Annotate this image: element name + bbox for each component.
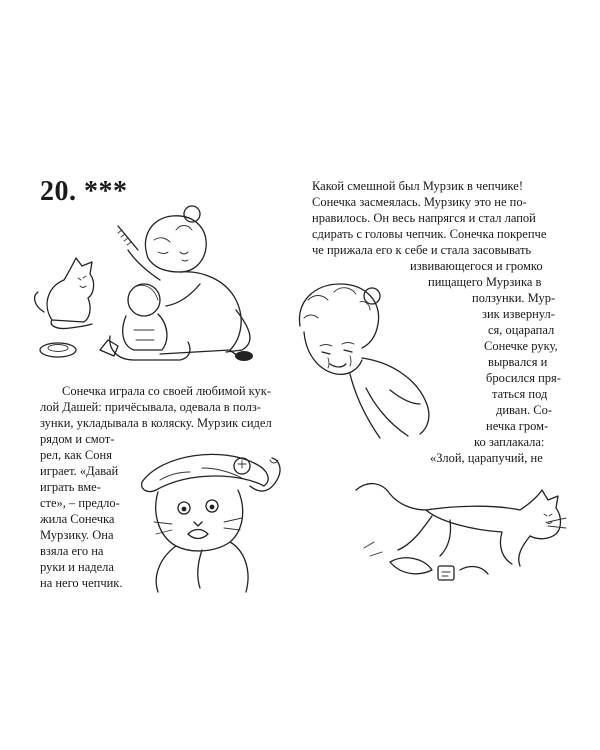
right-text-line: пищащего Мурзика в <box>428 275 542 289</box>
left-text-line: сте», – предло- <box>40 496 120 510</box>
right-text-line: нравилось. Он весь напрягся и стал лапой <box>312 211 536 225</box>
left-text-line: жила Сонечка <box>40 512 115 526</box>
left-text-line: взяла его на <box>40 544 104 558</box>
left-text-line: рядом и смот- <box>40 432 115 446</box>
right-text-line: диван. Со- <box>496 403 553 417</box>
girl-drawing <box>118 206 253 361</box>
right-text-line: «Злой, царапучий, не <box>430 451 543 465</box>
right-text-line: зик извернул- <box>482 307 555 321</box>
cat-in-bonnet-illustration <box>132 446 292 596</box>
right-text-line: ся, оцарапал <box>488 323 555 337</box>
right-text-line: нечка гром- <box>486 419 549 433</box>
left-text-line: рел, как Соня <box>40 448 112 462</box>
right-text-line: Сонечке руку, <box>484 339 558 353</box>
right-text-line: Какой смешной был Мурзик в чепчике! <box>312 179 524 193</box>
sitting-cat-drawing <box>35 258 94 329</box>
right-text-line: Сонечка засмеялась. Мурзику это не по- <box>312 195 527 209</box>
chapter-heading: 20. *** <box>40 176 128 207</box>
right-text-line: ползунки. Мур- <box>472 291 556 305</box>
right-text-line: таться под <box>492 387 548 401</box>
right-text-line: извивающегося и громко <box>410 259 543 273</box>
left-text-line: Сонечка играла со своей любимой кук- <box>62 384 272 398</box>
running-cat-illustration <box>352 470 582 590</box>
crying-girl-illustration <box>290 278 480 448</box>
right-text-line: ко заплакала: <box>474 435 545 449</box>
left-text-line: зунки, укладывала в коляску. Мурзик сидел <box>40 416 272 430</box>
left-text-line: играет. «Давай <box>40 464 119 478</box>
girl-combing-doll-illustration <box>30 200 270 370</box>
left-text-line: руки и надела <box>40 560 114 574</box>
right-text-line: сдирать с головы чепчик. Сонечка покрепче <box>312 227 547 241</box>
right-text-line: вырвался и <box>488 355 548 369</box>
left-text-line: на него чепчик. <box>40 576 123 590</box>
right-text-line: бросился пря- <box>486 371 561 385</box>
left-text-line: играть вме- <box>40 480 101 494</box>
left-text-line: лой Дашей: причёсывала, одевала в полз- <box>40 400 261 414</box>
doll-drawing <box>123 284 167 350</box>
right-text-line: че прижала его к себе и стала засовывать <box>312 243 532 257</box>
left-text-line: Мурзику. Она <box>40 528 114 542</box>
